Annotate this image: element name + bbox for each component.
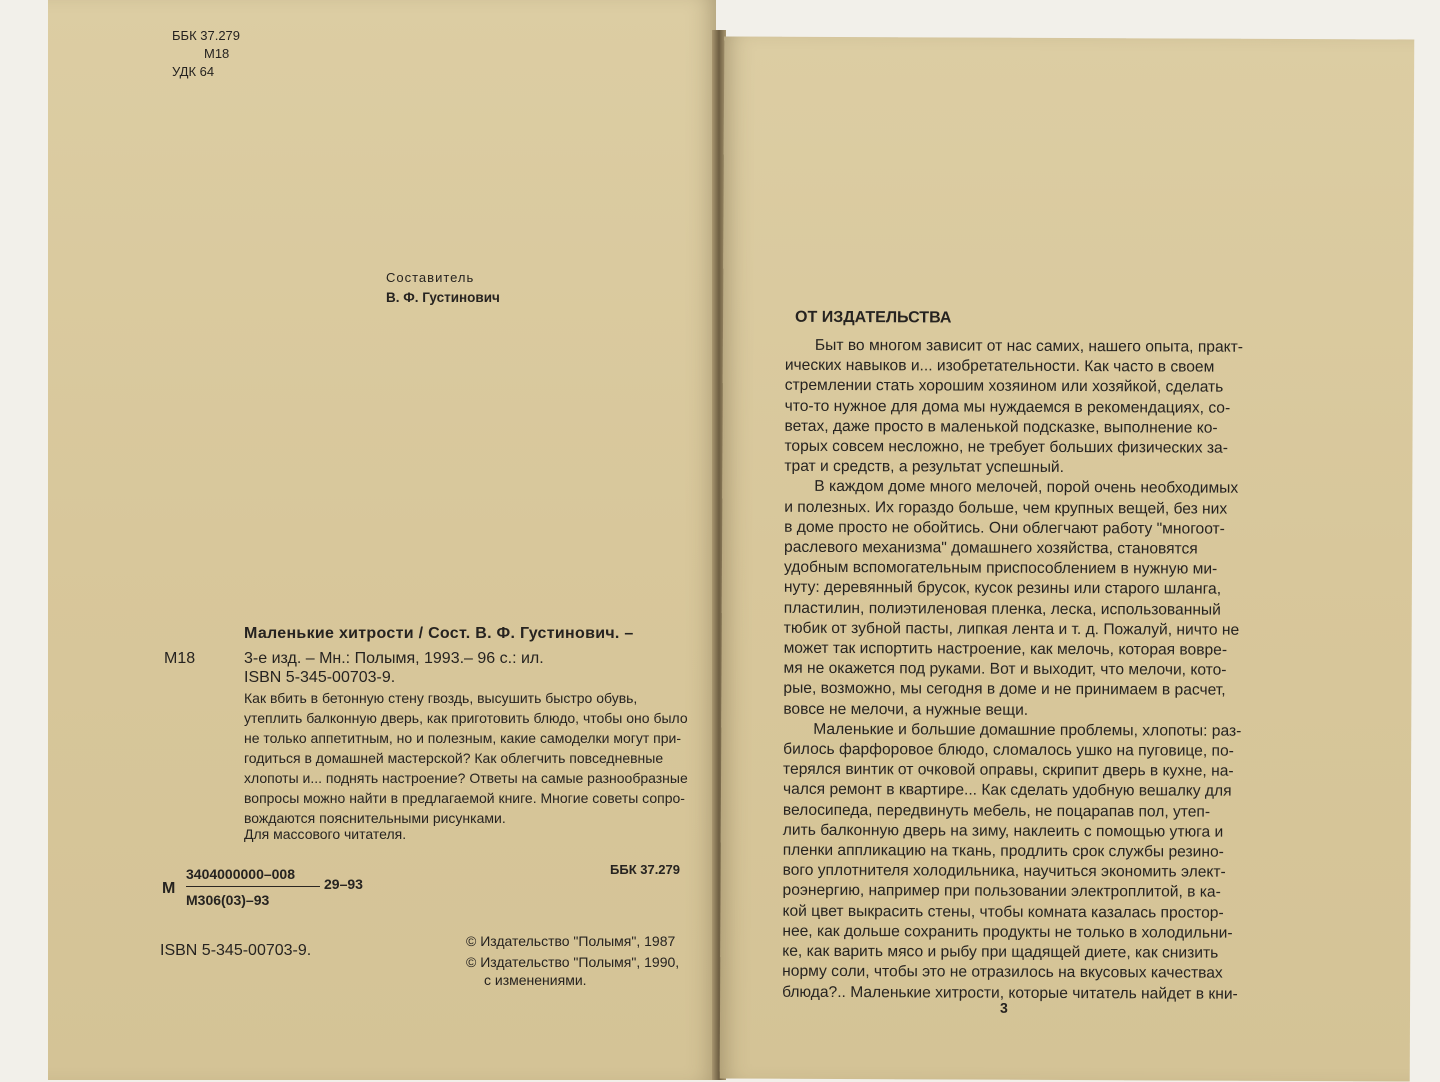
body-line: рые, возможно, мы сегодня в доме и не принимаем в расчет, bbox=[783, 680, 1226, 700]
body-line: нее, как дольше сохранить продукты не только в холодильни- bbox=[782, 922, 1233, 942]
body-line: Быт во многом зависит от нас самих, нашего опыта, практ- bbox=[814, 336, 1244, 356]
body-line: терялся винтик от очковой оправы, скрипит дверь в кухне, на- bbox=[783, 761, 1234, 780]
compiler-label: Составитель bbox=[386, 270, 475, 285]
annotation-line: годиться в домашней мастерской? Как облегчить повседневные bbox=[244, 750, 664, 766]
catalog-edition-line: 3-е изд. – Мн.: Полымя, 1993.– 96 с.: ил. bbox=[244, 650, 544, 667]
annotation-line: хлопоты и... поднять настроение? Ответы на самые разнообразные bbox=[244, 770, 688, 786]
body-line: и полезных. Их гораздо больше, чем крупных вещей, без них bbox=[784, 498, 1228, 518]
copyright-note: с изменениями. bbox=[484, 972, 587, 988]
body-line: Маленькие и большие домашние проблемы, хлопоты: раз- bbox=[813, 720, 1242, 740]
body-line: в доме просто не обойтись. Они облегчают работу "многоот- bbox=[784, 518, 1225, 538]
body-line: ке, как варить мясо и рыбу при щадящей диете, как снизить bbox=[782, 942, 1219, 962]
page-number: 3 bbox=[1000, 999, 1008, 1016]
index-fraction-line bbox=[186, 886, 320, 887]
body-line: мя не окажется под руками. Вот и выходит, что мелочи, кото- bbox=[783, 660, 1227, 679]
bbk-code-top: ББК 37.279 bbox=[172, 28, 241, 43]
body-line: торых совсем несложно, не требует больших физических за- bbox=[784, 437, 1228, 457]
body-line: нуту: деревянный брусок, кусок резины или старого шланга, bbox=[783, 579, 1222, 599]
body-line: велосипеда, передвинуть мебель, не поцарапав пол, утеп- bbox=[782, 801, 1211, 821]
body-line: кой цвет выкрасить стены, чтобы комната казалась простор- bbox=[782, 902, 1224, 922]
annotation-line: Как вбить в бетонную стену гвоздь, высушить быстро обувь, bbox=[244, 690, 638, 706]
body-line: лить балконную дверь на зиму, наклеить с помощью утюга и bbox=[782, 821, 1224, 841]
catalog-annotation bbox=[244, 688, 688, 828]
body-line: ических навыков и... изобретательности. Как часто в своем bbox=[784, 356, 1215, 376]
catalog-author-code: М18 bbox=[164, 650, 196, 667]
isbn-bottom: ISBN 5-345-00703-9. bbox=[160, 942, 312, 959]
annotation-line: вождаются пояснительными рисунками. bbox=[244, 810, 506, 826]
copyright-1987: © Издательство "Полымя", 1987 bbox=[466, 933, 676, 949]
index-letter: М bbox=[162, 880, 176, 897]
bbk-code-bottom: ББК 37.279 bbox=[610, 862, 680, 877]
body-line: что-то нужное для дома мы нуждаемся в рекомендациях, со- bbox=[784, 397, 1231, 417]
body-line: вовсе не мелочи, а нужные вещи. bbox=[783, 700, 1029, 719]
body-line: чался ремонт в квартире... Как сделать удобную вешалку для bbox=[782, 781, 1232, 801]
index-denominator: М306(03)–93 bbox=[186, 892, 270, 908]
body-line: роэнергию, например при пользовании электроплитой, в ка- bbox=[782, 882, 1221, 902]
copyright-1990: © Издательство "Полымя", 1990, bbox=[466, 954, 680, 970]
body-line: стремлении стать хорошим хозяином или хозяйкой, сделать bbox=[784, 377, 1224, 397]
body-line: пластилин, полиэтиленовая пленка, леска, использованный bbox=[783, 599, 1221, 619]
udk-code: УДК 64 bbox=[172, 64, 215, 79]
body-line: тюбик от зубной пасты, липкая лента и т. д. Пожалуй, ничто не bbox=[783, 619, 1240, 639]
body-line: удобным вспомогательным приспособлением в нужную ми- bbox=[783, 558, 1218, 578]
body-text bbox=[782, 336, 1243, 1005]
right-page bbox=[720, 36, 1415, 1081]
catalog-title-line: Маленькие хитрости / Сост. В. Ф. Густинович. – bbox=[244, 625, 634, 642]
annotation-line: вопросы можно найти в предлагаемой книге. Многие советы сопро- bbox=[244, 790, 685, 806]
catalog-isbn: ISBN 5-345-00703-9. bbox=[244, 669, 396, 686]
author-mark-top: М18 bbox=[204, 46, 230, 61]
section-heading: ОТ ИЗДАТЕЛЬСТВА bbox=[795, 308, 952, 327]
annotation-line: утеплить балконную дверь, как приготовить блюдо, чтобы оно было bbox=[244, 710, 688, 726]
compiler-name: В. Ф. Густинович bbox=[386, 290, 500, 305]
body-line: норму соли, чтобы это не отразилось на вкусовых качествах bbox=[782, 963, 1223, 982]
body-line: блюда?.. Маленькие хитрости, которые читатель найдет в кни- bbox=[782, 983, 1238, 1003]
body-line: может так испортить настроение, как мелочь, которая вовре- bbox=[783, 639, 1228, 659]
catalog-audience: Для массового читателя. bbox=[244, 826, 407, 842]
index-suffix: 29–93 bbox=[324, 876, 363, 892]
body-line: трат и средств, а результат успешный. bbox=[784, 457, 1065, 477]
body-line: билось фарфоровое блюдо, сломалось ушко на пуговице, по- bbox=[783, 740, 1234, 760]
body-line: ветах, даже просто в маленькой подсказке, выполнение ко- bbox=[784, 417, 1218, 437]
annotation-line: не только аппетитным, но и полезным, какие самоделки могут при- bbox=[244, 730, 682, 746]
index-numerator: 3404000000–008 bbox=[186, 866, 296, 882]
body-line: пленки аппликацию на ткань, продлить срок службы резино- bbox=[782, 841, 1224, 861]
body-line: В каждом доме много мелочей, порой очень необходимых bbox=[814, 478, 1239, 498]
body-line: раслевого механизма" домашнего хозяйства, становятся bbox=[784, 538, 1198, 558]
body-line: вого уплотнителя холодильника, научиться экономить элект- bbox=[782, 862, 1226, 881]
left-page bbox=[48, 0, 716, 1080]
